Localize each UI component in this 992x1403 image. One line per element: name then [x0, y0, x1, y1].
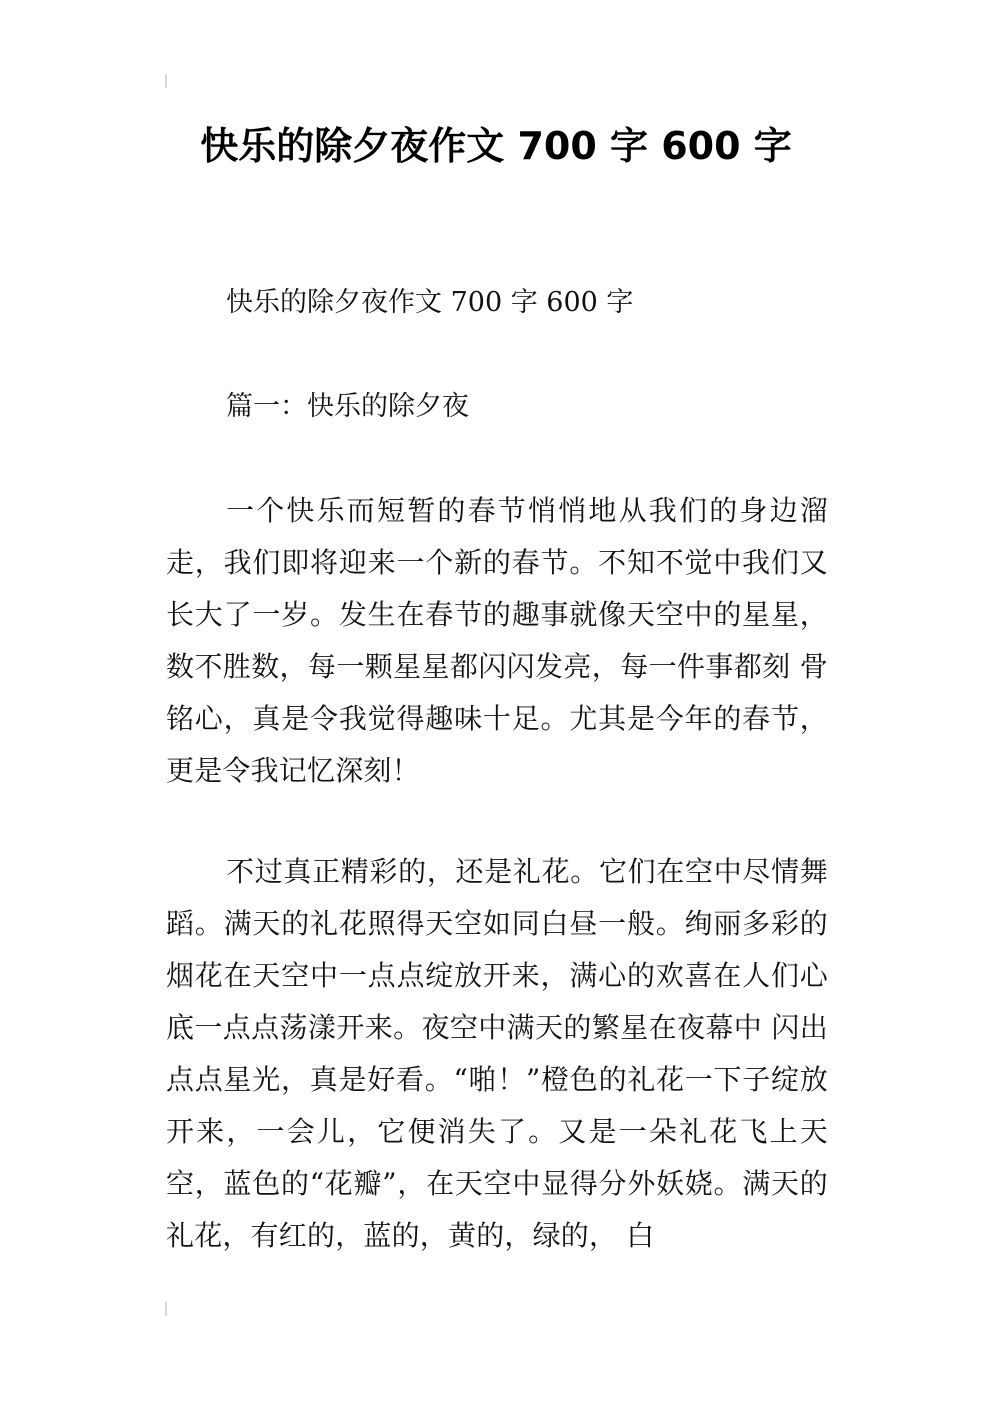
- section-heading: 篇一：快乐的除夕夜: [226, 391, 469, 422]
- body-paragraph-2: 不过真正精彩的，还是礼花。它们在空中尽情舞蹈。满天的礼花照得天空如同白昼一般。绚丽多彩的烟花在天空中一点点绽放开来，满心的欢喜在人们心底一点点荡漾开来。夜空中满天的繁星在夜幕中 闪出点点星光，真是好看。“啪！”橙色的礼花一下子绽放开来，一会儿，它便消失了。又是一朵礼花飞上天空，蓝色的“花瓣”，在天空中显得分外妖娆。满天的礼花，有红的，蓝的，黄的，绿的， 白: [166, 855, 829, 1252]
- document-subtitle: 快乐的除夕夜作文 700 字 600 字: [226, 287, 634, 318]
- document-title: 快乐的除夕夜作文 700 字 600 字: [200, 124, 792, 168]
- body-paragraph-1: 一个快乐而短暂的春节悄悄地从我们的身边溜走，我们即将迎来一个新的春节。不知不觉中我们又长大了一岁。发生在春节的趣事就像天空中的星星，数不胜数，每一颗星星都闪闪发亮，每一件事都刻 骨铭心，真是令我觉得趣味十足。尤其是今年的春节，更是令我记忆深刻！: [166, 494, 828, 787]
- page-corner-mark-bottom: [165, 1302, 167, 1316]
- page-corner-mark-top: [165, 74, 167, 88]
